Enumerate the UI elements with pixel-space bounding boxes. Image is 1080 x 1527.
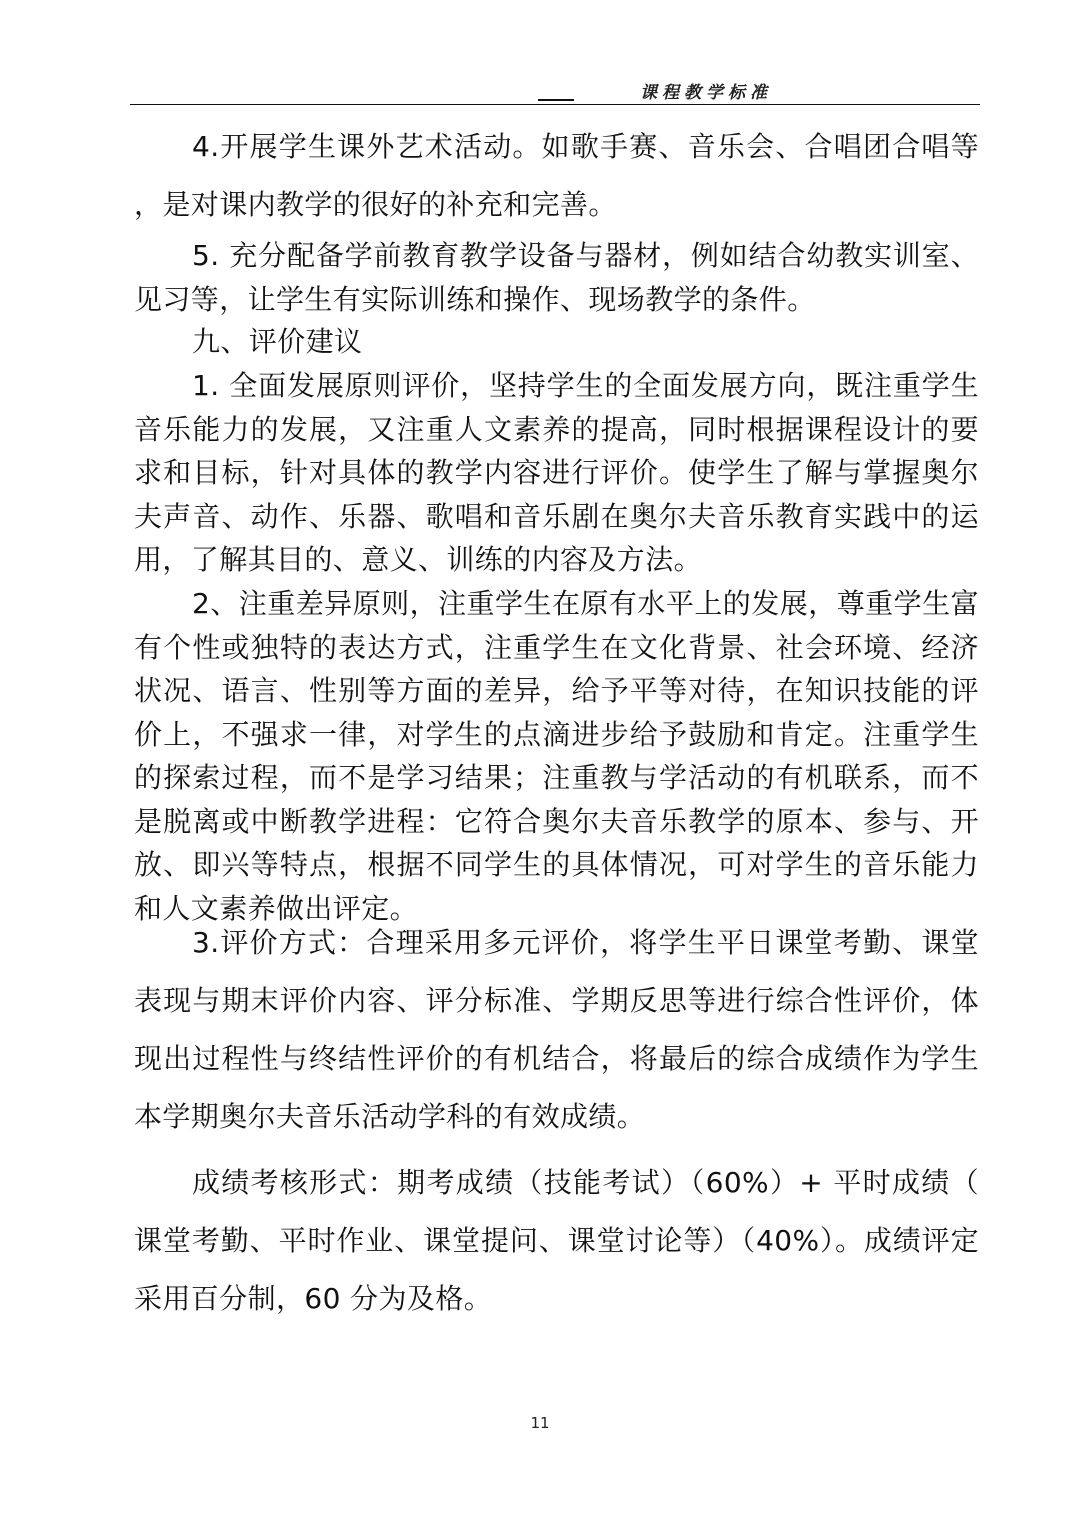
header-short-rule [538, 99, 574, 101]
paragraph-extracurricular: 4.开展学生课外艺术活动。如歌手赛、音乐会、合唱团合唱等，是对课内教学的很好的补充和完善。 [134, 130, 979, 221]
section-heading-evaluation: 九、评价建议 [192, 325, 363, 358]
header-rule [130, 104, 980, 105]
paragraph-holistic-principle: 1. 全面发展原则评价，坚持学生的全面发展方向，既注重学生音乐能力的发展，又注重人文素养的提高，同时根据课程设计的要求和目标，针对具体的教学内容进行评价。使学生了解与掌握奥尔夫声音、动作、乐器、歌唱和音乐剧在奥尔夫音乐教育实践中的运用，了解其目的、意义、训练的内容及方法。 [134, 369, 979, 576]
paragraph-equipment: 5. 充分配备学前教育教学设备与器材，例如结合幼教实训室、见习等，让学生有实际训练和操作、现场教学的条件。 [134, 239, 979, 316]
page-number: 11 [530, 1414, 550, 1432]
paragraph-grading: 成绩考核形式：期考成绩（技能考试）（60%）+ 平时成绩（课堂考勤、平时作业、课堂提问、课堂讨论等）（40%）。成绩评定采用百分制，60 分为及格。 [134, 1166, 979, 1315]
header-title: 课程教学标准 [640, 83, 772, 103]
page-header [130, 72, 980, 106]
paragraph-difference-principle: 2、注重差异原则，注重学生在原有水平上的发展，尊重学生富有个性或独特的表达方式，注重学生在文化背景、社会环境、经济状况、语言、性别等方面的差异，给予平等对待，在知识技能的评价上，不强求一律，对学生的点滴进步给予鼓励和肯定。注重学生的探索过程，而不是学习结果；注重教与学活动的有机联系，而不是脱离或中断教学进程：它符合奥尔夫音乐教学的原本、参与、开放、即兴等特点，根据不同学生的具体情况，可对学生的音乐能力和人文素养做出评定。 [134, 587, 979, 925]
paragraph-evaluation-method: 3.评价方式：合理采用多元评价，将学生平日课堂考勤、课堂表现与期末评价内容、评分标准、学期反思等进行综合性评价，体现出过程性与终结性评价的有机结合，将最后的综合成绩作为学生本学期奥尔夫音乐活动学科的有效成绩。 [134, 926, 979, 1133]
